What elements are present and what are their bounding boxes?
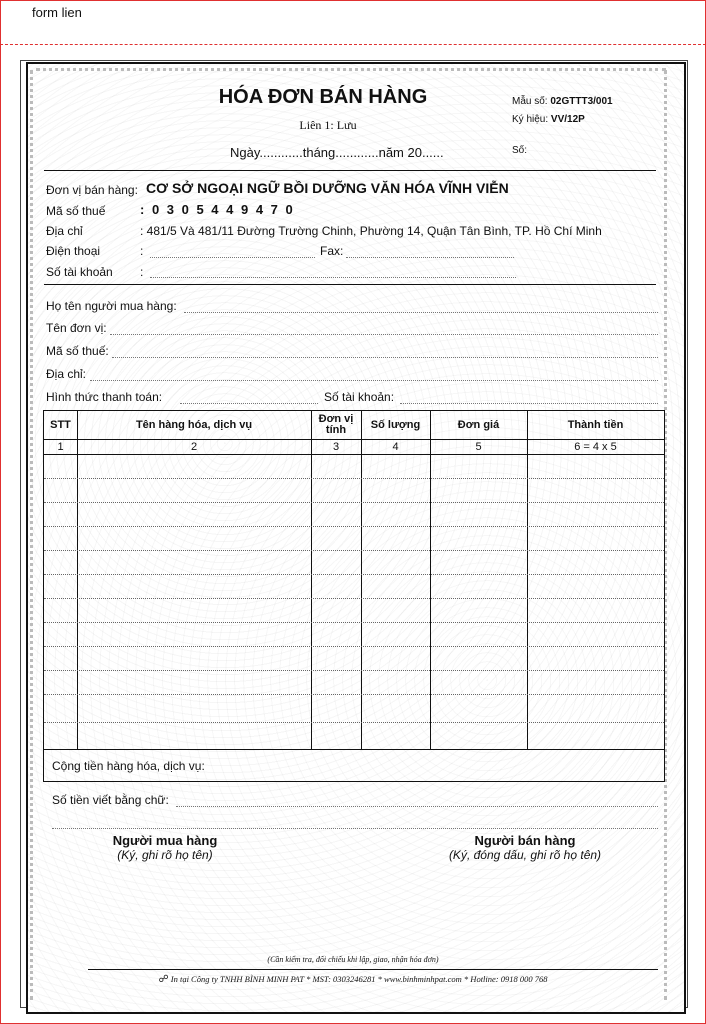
seller-phone-label: Điện thoại	[46, 244, 101, 258]
table-row[interactable]	[44, 502, 664, 503]
seller-phone-value: :	[140, 244, 144, 258]
seller-tax-code: : 0 3 0 5 4 4 9 4 7 0	[140, 202, 295, 217]
buyer-unit-label: Tên đơn vị:	[46, 321, 107, 335]
table-row[interactable]	[44, 646, 664, 647]
table-row[interactable]	[44, 526, 664, 527]
buyer-name-label: Họ tên người mua hàng:	[46, 299, 177, 313]
invoice-title: HÓA ĐƠN BÁN HÀNG	[218, 86, 428, 108]
header-divider	[44, 170, 656, 171]
seller-signature	[425, 833, 625, 862]
right-ornament	[664, 70, 681, 1000]
check-note: (Cần kiểm tra, đối chiếu khi lập, giao, nhận hóa đơn)	[267, 955, 439, 964]
seller-account-label: Số tài khoản	[46, 265, 113, 279]
seller-signature-note: (Ký, đóng dấu, ghi rõ họ tên)	[448, 848, 602, 862]
seller-name-label: Đơn vị bán hàng:	[46, 183, 138, 197]
buyer-name-field[interactable]	[184, 312, 658, 313]
form-label: form lien	[32, 5, 82, 20]
amount-words-field[interactable]	[176, 806, 658, 807]
table-row[interactable]	[44, 478, 664, 479]
buyer-account-label: Số tài khoản:	[324, 390, 395, 404]
buyer-tax-field[interactable]	[112, 357, 658, 358]
amount-words-field-2[interactable]	[52, 828, 658, 829]
col-num-qty: 4	[392, 441, 399, 453]
footer-divider	[88, 969, 658, 970]
form-number: Mẫu số: 02GTTT3/001	[512, 96, 613, 107]
printer-info: ☍ In tại Công ty TNHH BÌNH MINH PAT * MST: 0303246281 * www.binhminhpat.com * Hotline: 0918 000 768	[158, 974, 548, 985]
table-row[interactable]	[44, 722, 664, 723]
col-header-amount: Thành tiền	[567, 419, 624, 431]
buyer-signature-title: Người mua hàng	[112, 833, 218, 848]
total-label: Cộng tiền hàng hóa, dịch vụ:	[52, 759, 205, 773]
seller-tax-label: Mã số thuế	[46, 204, 106, 218]
cut-line	[0, 44, 706, 45]
col-header-price: Đơn giá	[457, 419, 500, 431]
seller-name: CƠ SỞ NGOẠI NGỮ BỒI DƯỠNG VĂN HÓA VĨNH VIỄN	[146, 180, 509, 196]
payment-method-label: Hình thức thanh toán:	[46, 390, 163, 404]
buyer-address-label: Địa chỉ:	[46, 367, 87, 381]
buyer-signature-note: (Ký, ghi rõ họ tên)	[117, 848, 213, 862]
invoice-number: Số:	[512, 145, 528, 156]
col-num-stt: 1	[57, 441, 64, 453]
amount-words-label: Số tiền viết bằng chữ:	[52, 793, 169, 807]
seller-phone-fill	[150, 257, 315, 258]
items-table	[43, 410, 665, 782]
table-row[interactable]	[44, 670, 664, 671]
seller-fax-fill	[346, 257, 514, 258]
seller-signature-title: Người bán hàng	[474, 833, 576, 848]
col-header-item: Tên hàng hóa, dịch vụ	[135, 419, 253, 431]
buyer-address-field[interactable]	[90, 380, 658, 381]
seller-address-label: Địa chỉ	[46, 224, 83, 238]
invoice-symbol: Ký hiệu: VV/12P	[512, 114, 585, 125]
buyer-signature	[80, 833, 250, 862]
col-header-qty: Số lượng	[370, 419, 421, 431]
seller-fax-label: Fax:	[320, 244, 344, 258]
col-num-item: 2	[190, 441, 198, 453]
col-num-unit: 3	[332, 441, 340, 453]
table-row[interactable]	[44, 694, 664, 695]
seller-account-fill	[150, 277, 516, 278]
seller-account-value: :	[140, 265, 144, 279]
table-row[interactable]	[44, 550, 664, 551]
table-row[interactable]	[44, 598, 664, 599]
top-ornament	[36, 68, 666, 81]
col-header-unit: Đơn vị tính	[318, 413, 354, 436]
buyer-tax-label: Mã số thuế:	[46, 344, 109, 358]
copy-label: Liên 1: Lưu	[299, 118, 357, 132]
col-num-price: 5	[475, 441, 482, 453]
payment-method-field[interactable]	[180, 403, 318, 404]
seller-divider	[44, 284, 656, 285]
printer-logo-icon: ☍	[158, 974, 169, 985]
col-header-stt: STT	[50, 419, 71, 431]
buyer-unit-field[interactable]	[110, 334, 658, 335]
date-line: Ngày............tháng............năm 20......	[230, 145, 444, 160]
buyer-account-field[interactable]	[400, 403, 658, 404]
table-row[interactable]	[44, 622, 664, 623]
table-row[interactable]	[44, 574, 664, 575]
seller-address: : 481/5 Và 481/11 Đường Trường Chinh, Phường 14, Quận Tân Bình, TP. Hồ Chí Minh	[140, 224, 602, 238]
col-num-amount: 6 = 4 x 5	[574, 441, 617, 453]
